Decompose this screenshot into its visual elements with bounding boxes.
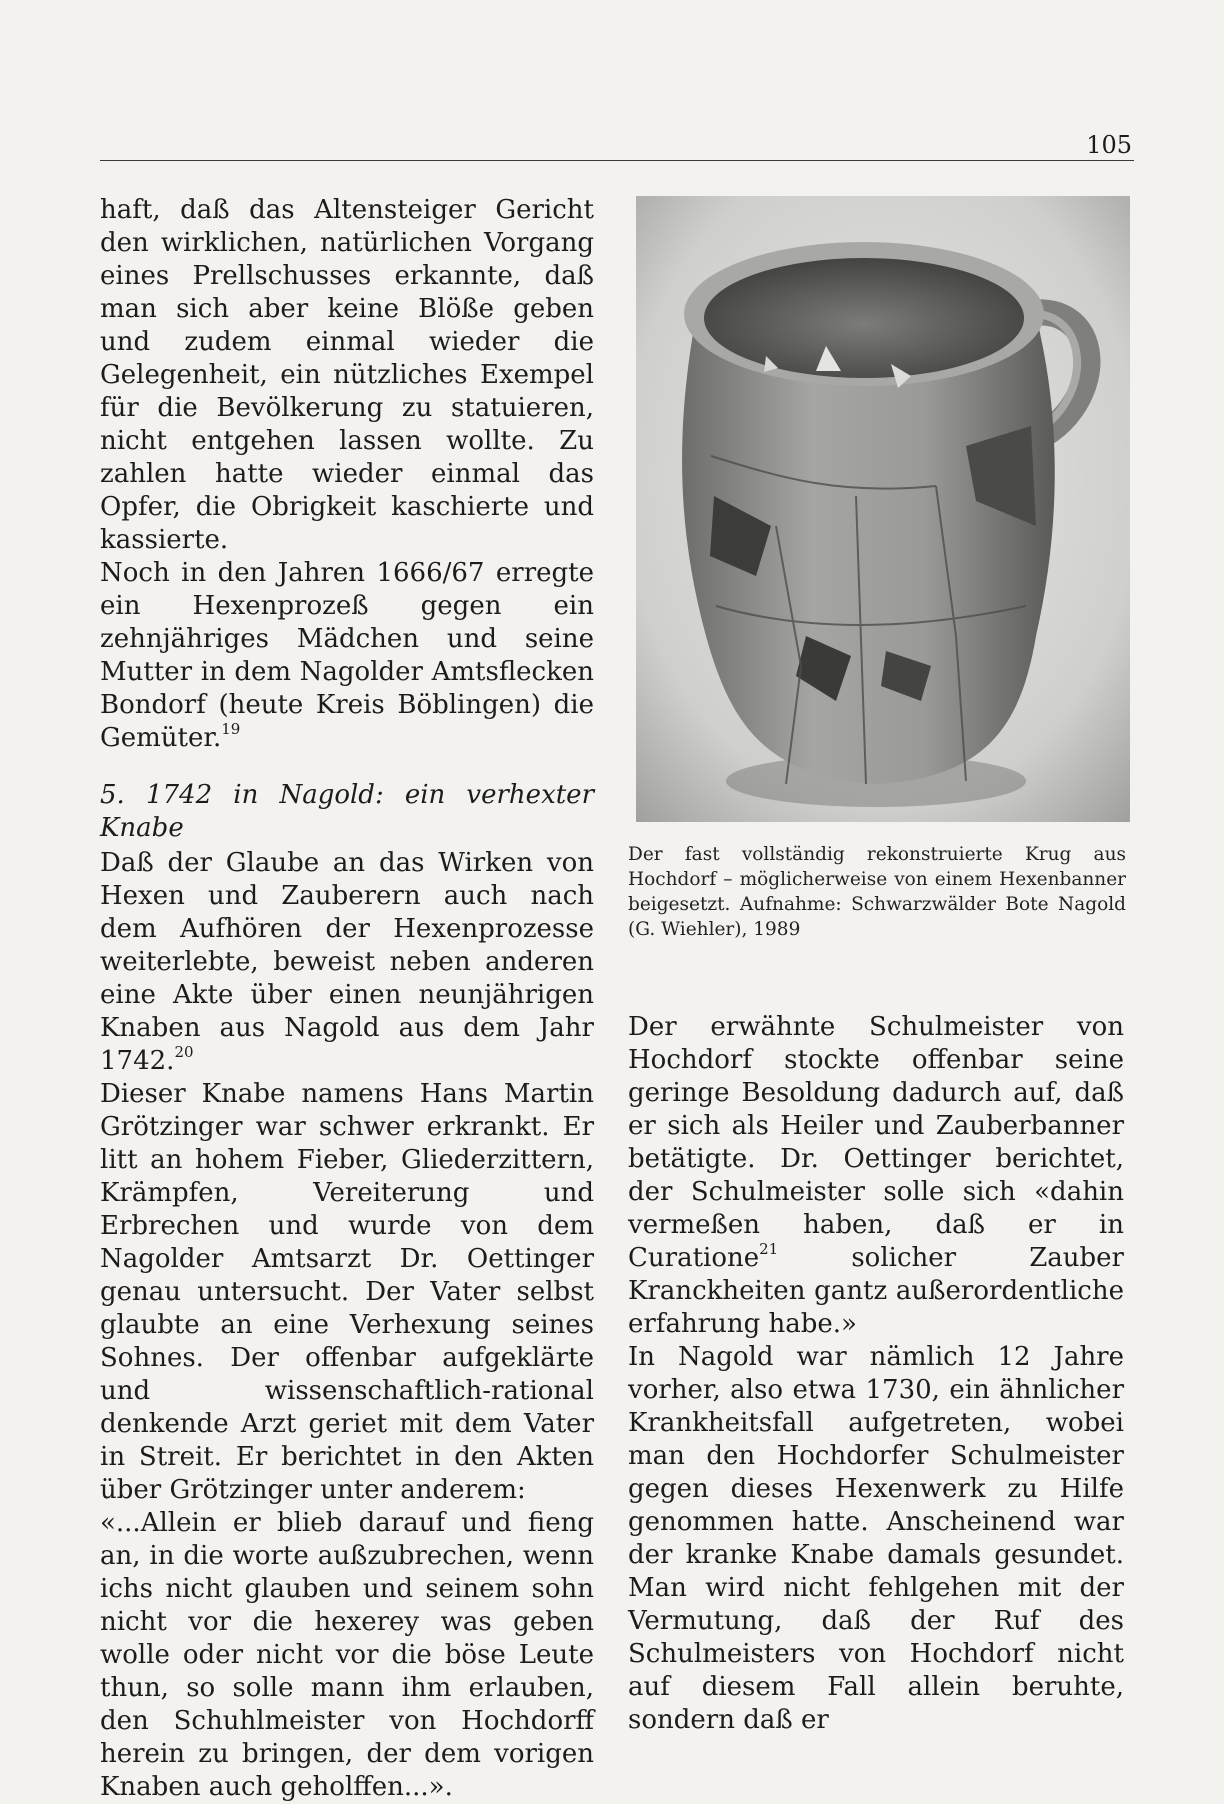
footnote-ref: 21 [759,1240,779,1258]
footnote-ref: 20 [174,1043,194,1061]
footnote-ref: 19 [221,720,241,738]
left-column [100,194,594,1804]
jug-photo [636,196,1130,822]
paragraph-text: solicher Zauber Kranckheiten gantz außerordentliche erfahrung habe.» [628,1243,1124,1339]
page-number: 105 [1086,131,1132,159]
header-rule [100,160,1134,161]
caption-text: Der fast vollständig rekonstruierte Krug aus Hochdorf – möglicherweise von einem Hexenbanner beigesetzt. Aufnahme: Schwarzwälder Bote Nagold (G. Wiehler), 1989 [628,844,1126,940]
section-heading: 5. 1742 in Nagold: ein verhexter Knabe [100,780,594,843]
paragraph-text: Noch in den Jahren 1666/67 erregte ein Hexenprozeß gegen ein zehnjähriges Mädchen und seine Mutter in dem Nagolder Amtsflecken Bondorf (heute Kreis Böblingen) die Gemüter. [100,558,594,753]
paragraph: Dieser Knabe namens Hans Martin Grötzinger war schwer erkrankt. Er litt an hohem Fieber, Gliederzittern, Krämpfen, Vereiterung und Erbrechen und wurde von dem Nagolder Amtsarzt Dr. Oettinger genau untersucht. Der Vater selbst glaubte an eine Verhexung seines Sohnes. Der offenbar aufgeklärte und wissenschaftlich-rational denkende Arzt geriet mit dem Vater in Streit. Er berichtet in den Akten über Grötzinger unter anderem: [100,1079,594,1505]
figure-caption [628,842,1126,942]
paragraph-text: Daß der Glaube an das Wirken von Hexen und Zauberern auch nach dem Aufhören der Hexenprozesse weiterlebte, beweist neben anderen eine Akte über einen neunjährigen Knaben aus Nagold aus dem Jahr 1742. [100,848,594,1076]
quote-paragraph: «...Allein er blieb darauf und fieng an, in die worte außzubrechen, wenn ichs nicht glauben und seinem sohn nicht vor die hexerey was geben wolle oder nicht vor die böse Leute thun, so solle mann ihm erlauben, den Schuhlmeister von Hochdorff herein zu bringen, der dem vorigen Knaben auch geholffen...». [100,1508,594,1802]
paragraph [100,847,594,1078]
paragraph: haft, daß das Altensteiger Gericht den wirklichen, natürlichen Vorgang eines Prellschusses erkannte, daß man sich aber keine Blöße geben und zudem einmal wieder die Gelegenheit, ein nützliches Exempel für die Bevölkerung zu statuieren, nicht entgehen lassen wollte. Zu zahlen hatte wieder einmal das Opfer, die Obrigkeit kaschierte und kassierte. [100,195,594,555]
paragraph [100,557,594,755]
jug-illustration [636,196,1130,822]
paragraph: In Nagold war nämlich 12 Jahre vorher, also etwa 1730, ein ähnlicher Krankheitsfall aufgetreten, wobei man den Hochdorfer Schulmeister gegen dieses Hexenwerk zu Hilfe genommen hatte. Anscheinend war der kranke Knabe damals gesundet. Man wird nicht fehlgehen mit der Vermutung, daß der Ruf des Schulmeisters von Hochdorf nicht auf diesem Fall allein beruhte, sondern daß er [628,1342,1124,1735]
right-column [628,1011,1124,1737]
paragraph-text: Der erwähnte Schulmeister von Hochdorf stockte offenbar seine geringe Besoldung dadurch auf, daß er sich als Heiler und Zauberbanner betätigte. Dr. Oettinger berichtet, der Schulmeister solle sich «dahin vermeßen haben, daß er in Curatione [628,1012,1124,1273]
paragraph [628,1011,1124,1341]
